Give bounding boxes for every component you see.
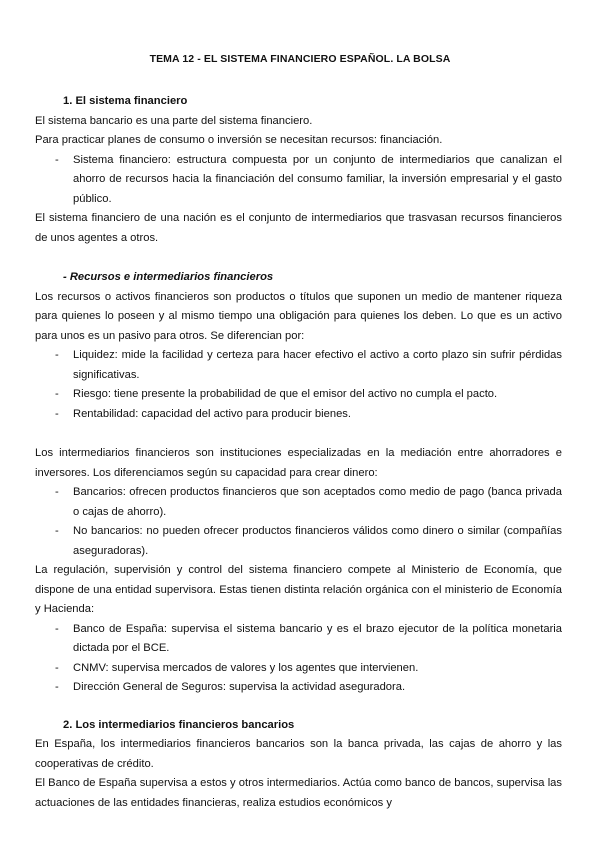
paragraph: En España, los intermediarios financieros bancarios son la banca privada, las cajas de ahorro y las cooperativas de crédito.	[35, 738, 562, 770]
list-item-text: Bancarios: ofrecen productos financieros que son aceptados como medio de pago (banca privada o cajas de ahorro).	[73, 486, 562, 518]
list-item	[35, 151, 562, 210]
list-item	[35, 620, 562, 659]
paragraph: Los recursos o activos financieros son productos o títulos que suponen un medio de mantener riqueza para quienes lo poseen y al mismo tiempo una obligación para quienes los deben. Lo que es un activo para unos es un pasivo para otros. Se diferencian por:	[35, 290, 562, 342]
document-body	[35, 92, 562, 813]
list-item	[35, 659, 562, 679]
list-item-text: Liquidez: mide la facilidad y certeza para hacer efectivo el activo a corto plazo sin sufrir pérdidas significativas.	[73, 349, 562, 381]
list-dash: -	[55, 407, 59, 420]
paragraph: El sistema bancario es una parte del sistema financiero.	[35, 114, 313, 127]
list-item	[35, 678, 562, 698]
list-dash: -	[55, 622, 59, 635]
list-dash: -	[55, 349, 59, 361]
list-item	[35, 483, 562, 522]
list-item	[35, 522, 562, 561]
list-dash: -	[55, 681, 59, 693]
paragraph: La regulación, supervisión y control del sistema financiero compete al Ministerio de Economía, que dispone de una entidad supervisora. Estas tienen distinta relación orgánica con el ministerio de Economía y Hacienda:	[35, 564, 562, 615]
list-item-text: Sistema financiero: estructura compuesta por un conjunto de intermediarios que canalizan el ahorro de recursos hacia la financiación del consumo familiar, la inversión empresarial y el gasto público.	[73, 153, 562, 205]
list-dash: -	[55, 486, 59, 498]
list-dash: -	[55, 388, 59, 400]
paragraph: Para practicar planes de consumo o inversión se necesitan recursos: financiación.	[35, 134, 443, 146]
list-item-text: No bancarios: no pueden ofrecer productos financieros válidos como dinero o similar (compañías aseguradoras).	[73, 525, 562, 557]
list-item-text: CNMV: supervisa mercados de valores y los agentes que intervienen.	[73, 661, 419, 674]
list-item	[35, 346, 562, 385]
list-item-text: Dirección General de Seguros: supervisa la actividad aseguradora.	[73, 681, 406, 693]
paragraph: Los intermediarios financieros son instituciones especializadas en la mediación entre ahorradores e inversores. Los diferenciamos según su capacidad para crear dinero:	[35, 447, 562, 479]
list-item-text: Banco de España: supervisa el sistema bancario y es el brazo ejecutor de la política monetaria dictada por el BCE.	[73, 622, 562, 654]
paragraph: El sistema financiero de una nación es el conjunto de intermediarios que trasvasan recursos financieros de unos agentes a otros.	[35, 212, 562, 244]
list-dash: -	[55, 661, 59, 674]
list-dash: -	[55, 153, 59, 166]
subsection-heading: - Recursos e intermediarios financieros	[63, 271, 274, 283]
paragraph: El Banco de España supervisa a estos y otros intermediarios. Actúa como banco de bancos, supervisa las actuaciones de las entidades financieras, realiza estudios económicos y	[35, 777, 562, 809]
list-item	[35, 385, 562, 405]
list-item-text: Riesgo: tiene presente la probabilidad de que el emisor del activo no cumpla el pacto.	[73, 388, 498, 400]
list-dash: -	[55, 525, 59, 537]
list-item-text: Rentabilidad: capacidad del activo para producir bienes.	[73, 407, 351, 420]
section-heading-2: 2. Los intermediarios financieros bancarios	[63, 718, 295, 731]
list-item	[35, 405, 562, 425]
section-heading-1: 1. El sistema financiero	[63, 95, 188, 107]
page-title: TEMA 12 - EL SISTEMA FINANCIERO ESPAÑOL. LA BOLSA	[149, 53, 451, 65]
